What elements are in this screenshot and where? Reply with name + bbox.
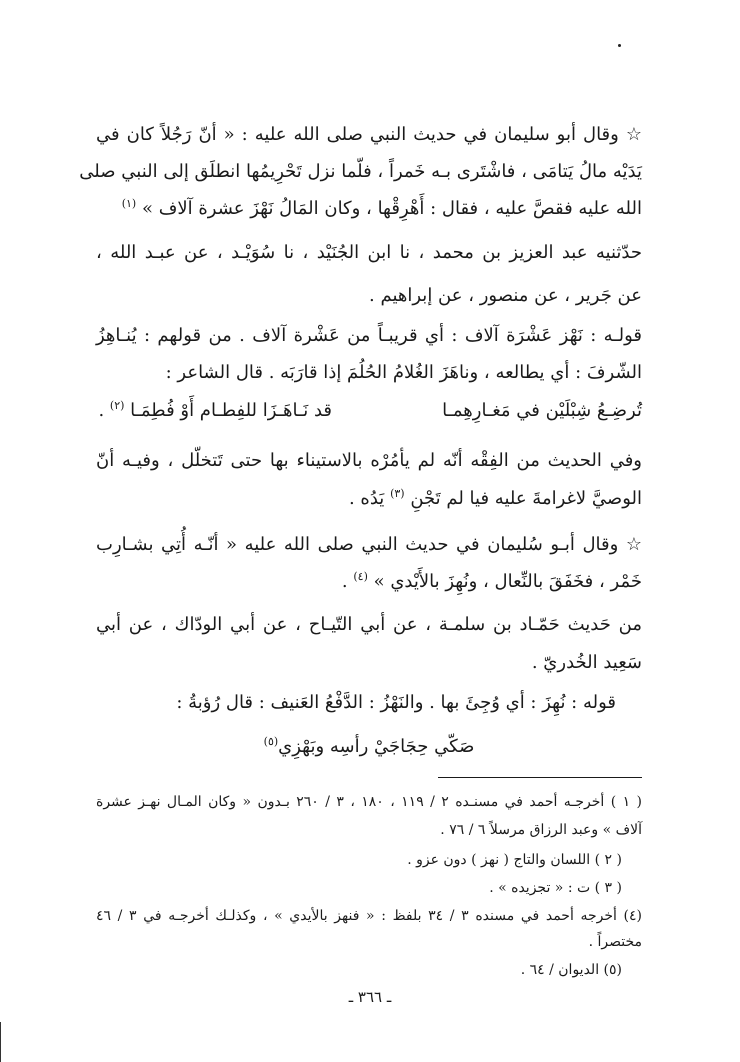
page-edge-line [0,1022,1,1062]
body-line: الوصيَّ لاغرامةَ عليه فيا لم تَجْنِ $^{(٣)}$ يَدُه . [348,487,642,509]
body-line: قولـه : نَهْز عَشْرَة آلاف : أي قريبـاً من عَشْرة آلاف . من قولهم : يُنـاهِزُ [96,325,642,346]
page-number: ـ ٣٦٦ ـ [348,988,392,1006]
footnote-ref: (٥) [263,735,279,748]
body-line: عن جَرير ، عن منصور ، عن إبراهيم . [369,285,642,306]
body-line: قوله : نُهِزَ : أي وُجِئَ بها . والنَهْزُ : الدَّفْعُ العَنيف : قال رُؤبةُ : [176,692,616,713]
footnote-line: ( ٢ ) اللسان والتاج ( نهز ) دون عزو . [407,852,622,868]
footnote-ref: (٣) [390,487,405,500]
body-line: ☆ وقال أبو سليمان في حديث النبي صلى الله عليه : « أنّ رَجُلاً كان في [96,124,642,145]
footnote-line: ( ١ ) أخرجـه أحمد في مسنـده ٢ / ١١٩ ، ١٨٠ ، ٣ / ٢٦٠ بـدون « وكان المـال نهـز عشرة [96,794,643,810]
body-line: ☆ وقال أبـو سُليمان في حديث النبي صلى الله عليه « أنّـه أُتِي بشـارِب [96,534,642,555]
page-speck [618,44,621,47]
footnote-separator [438,777,642,778]
body-line: من حَديث حَمّـاد بن سلمـة ، عن أبي التّيـاح ، عن أبي الودّاك ، عن أبي [96,614,642,635]
body-line: الشّرفَ : أي يطالعه ، وناهَزَ الغُلامُ الحُلُمَ إذا قارَبَه . قال الشاعر : [165,362,642,383]
body-line: يَدَيْه مالُ يَتامَى ، فاشْتَرى بـه خَمراً ، فلّما نزل تَحْرِيمُها انطلَق إلى النبي صلى [79,161,642,182]
body-line: الله عليه فقصَّ عليه ، فقال : أَهْرِقْها ، وكان المَالُ نَهْزَ عشرة آلاف » $^{(١)}$ [121,197,642,219]
footnote-line: (٥) الديوان / ٦٤ . [520,962,622,978]
footnote-ref: (٤) [353,570,368,583]
body-line: وفي الحديث من الفِقْه أنّه لم يأمُرْه بالاستيناء بها حتى تَتخلّل ، وفيـه أنّ [96,450,642,471]
body-line: سَعِيد الخُدريّ . [531,652,642,673]
footnote-line: ( ٣ ) ت : « تجزيده » . [489,880,622,896]
footnote-line: آلاف » وعبد الرزاق مرسلاً ٦ / ٧٦ . [440,822,642,838]
footnote-ref: (٢) [109,399,125,412]
body-line: حدّثنيه عبد العزيز بن محمد ، نا ابن الجُنَيْد ، نا سُوَيْـد ، عن عبـد الله ، [96,242,642,263]
verse-line: صَكّي حِجَاجَيْ رأسِه وبَهْزِي$^{(٥)}$ [263,735,475,757]
verse-hemistich-first: تُرضِـعُ شِبْلَيْن في مَغـارِهِمـا [442,400,642,421]
body-line: خَمْر ، فخَفَقَ بالنِّعال ، ونُهِزَ بالأَيْدي » $^{(٤)}$ . [341,570,642,592]
verse-hemistich-second: قد نَـاهَـزَا للفِطـام أَوْ فُطِمَـا $^{(٢)}$ . [98,399,332,421]
verse-line [96,396,642,426]
footnote-line: (٤) أخرجه أحمد في مسنده ٣ / ٣٤ بلفظ : « فنهز بالأيدي » ، وكذلـك أخرجـه في ٣ / ٤٦ [96,908,643,924]
footnote-line: مختصراً . [588,934,642,950]
footnote-ref: (١) [121,197,137,210]
